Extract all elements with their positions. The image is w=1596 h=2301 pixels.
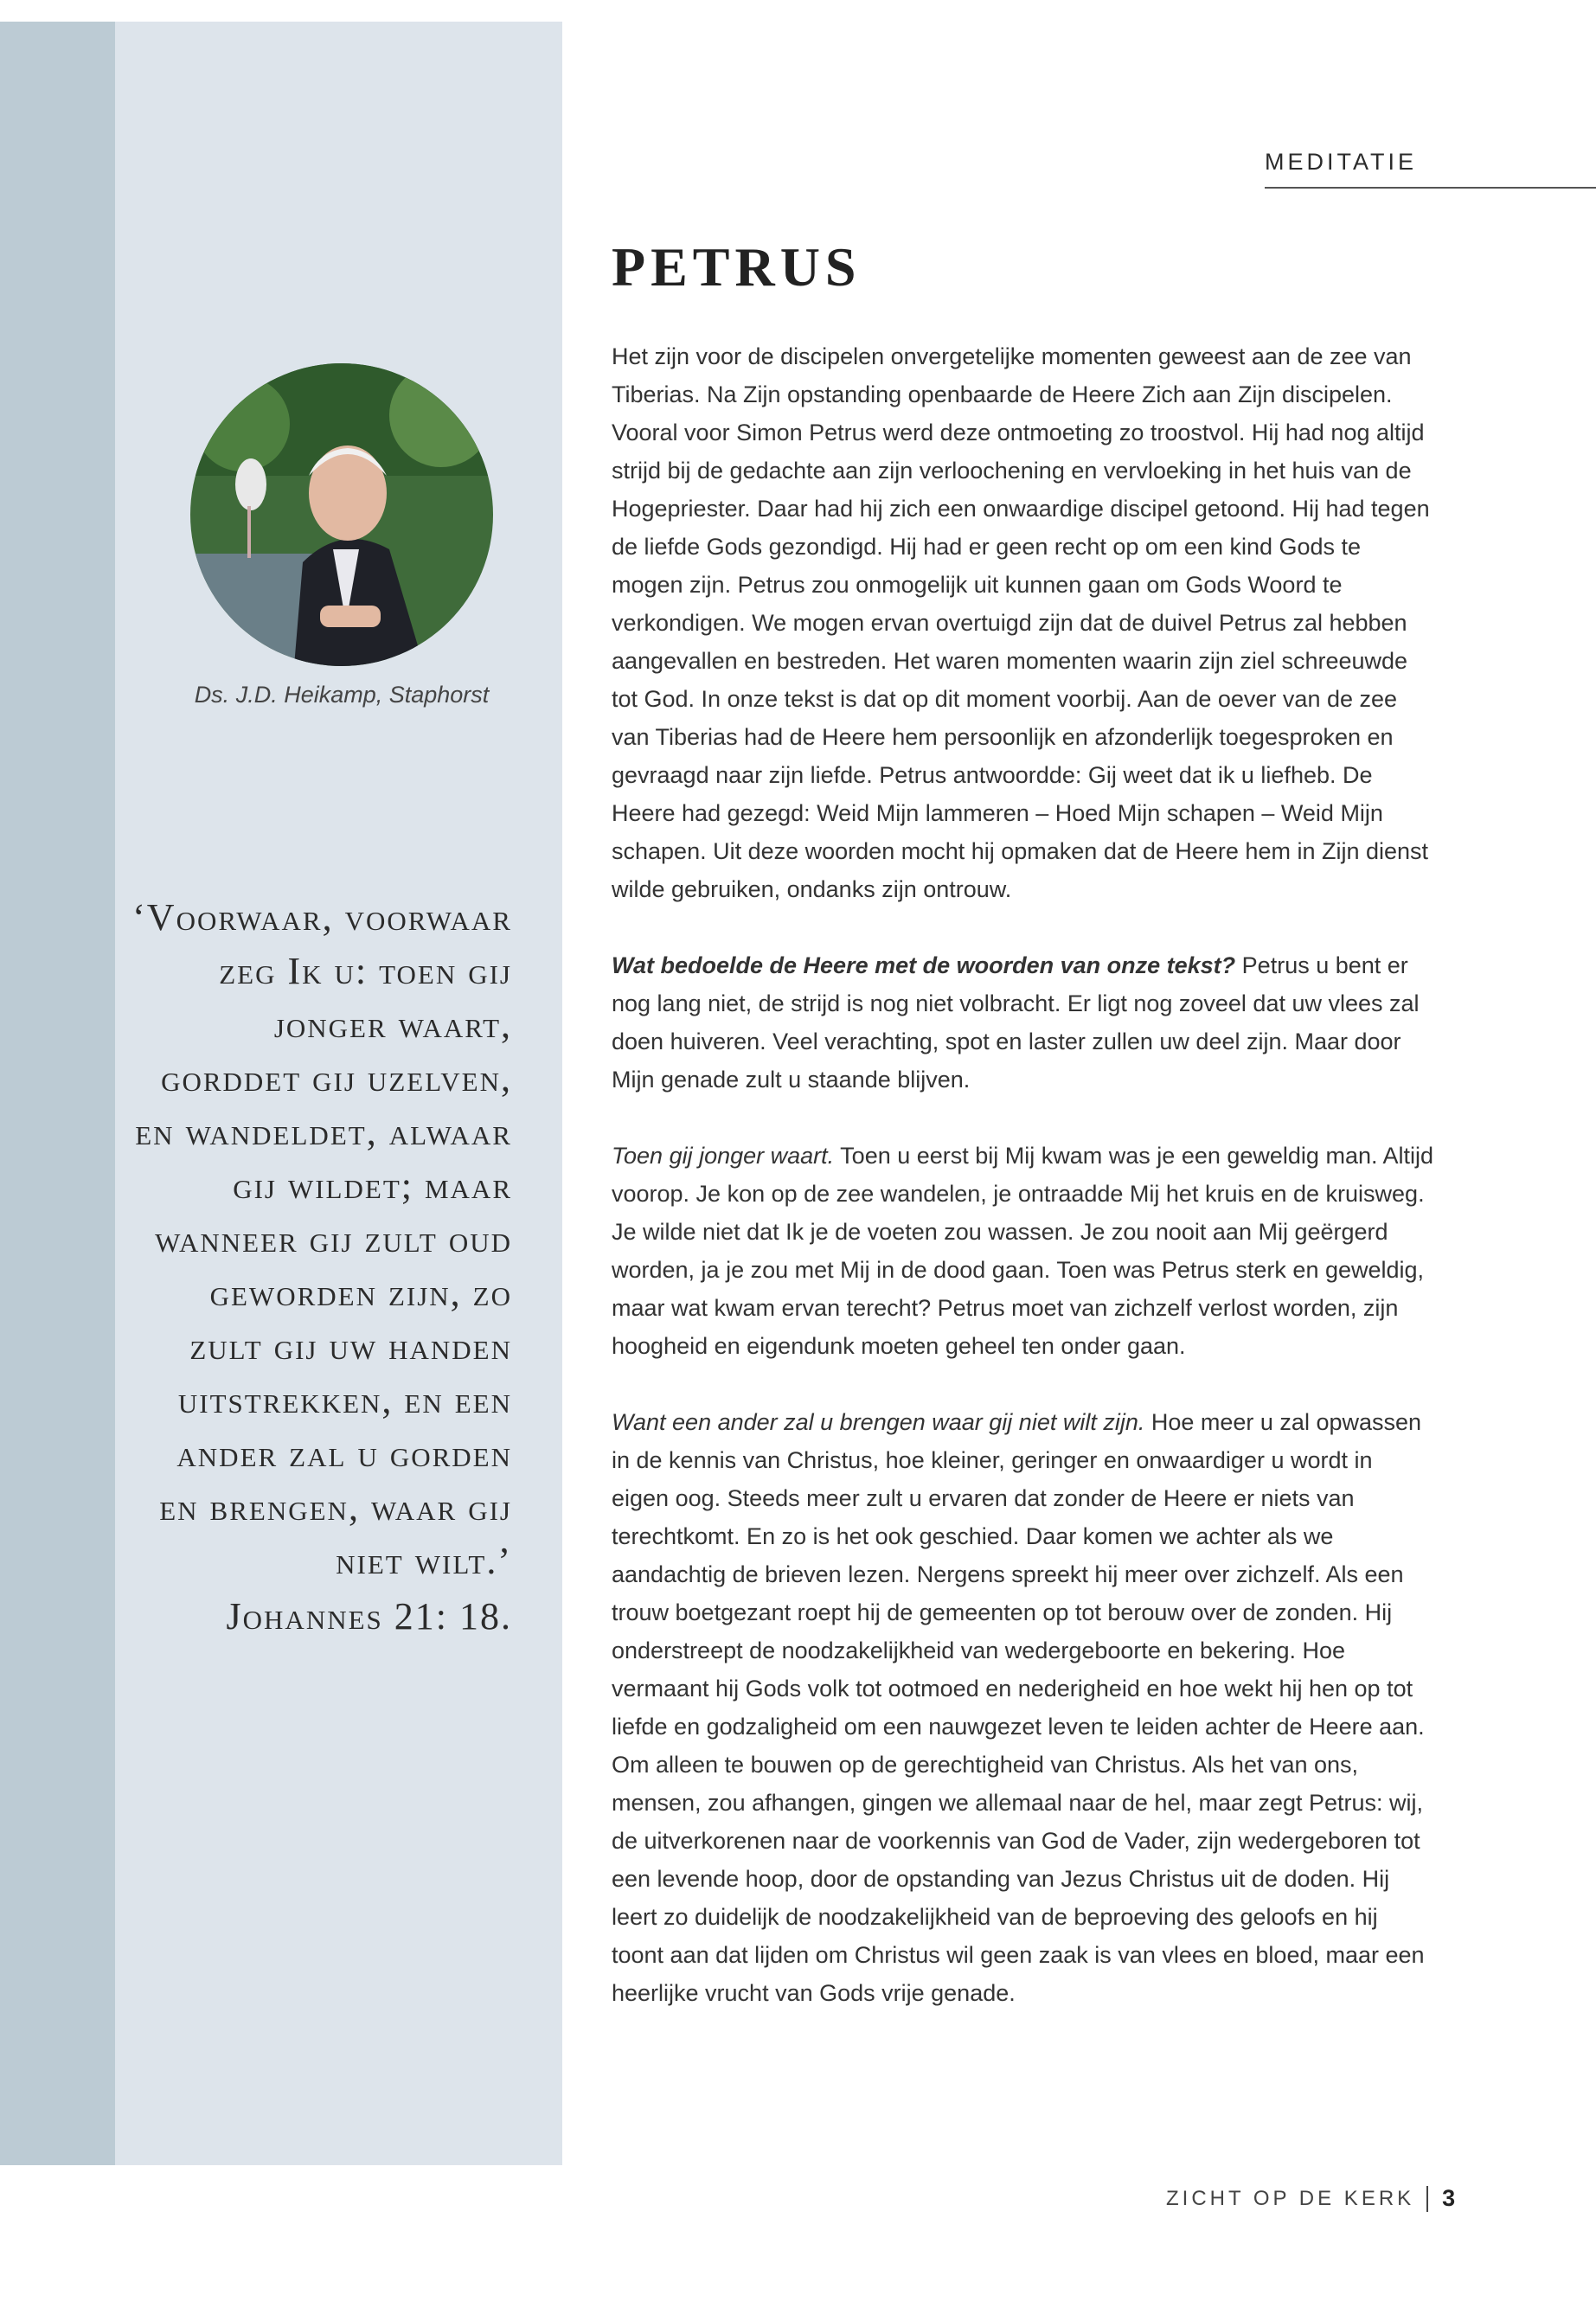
pull-quote-reference: Johannes 21: 18.: [226, 1595, 512, 1638]
article-body: [612, 337, 1433, 2012]
article-title: PETRUS: [612, 236, 862, 298]
page-footer: [1166, 2185, 1455, 2212]
author-portrait: [190, 363, 493, 666]
paragraph: [612, 1403, 1433, 2012]
sidebar-stripe-dark: [0, 22, 115, 2165]
paragraph-text: Toen u eerst bij Mij kwam was je een geweldig man. Altijd voorop. Je kon op de zee wandelen, je ontraadde Mij het kruis en de kruisweg. Je wilde niet dat Ik je de voeten zou wassen. Je zou nooit aan Mij geërgerd worden, ja je zou met Mij in de dood gaan. Toen was Petrus sterk en geweldig, maar wat kwam ervan terecht? Petrus moet van zichzelf verlost worden, zijn hoogheid en eigendunk moeten geheel ten onder gaan.: [612, 1143, 1434, 1359]
magazine-name: ZICHT OP DE KERK: [1166, 2186, 1415, 2210]
paragraph: [612, 337, 1433, 908]
section-rule: [1265, 187, 1596, 189]
paragraph: [612, 946, 1433, 1099]
section-label: MEDITATIE: [1265, 149, 1417, 175]
pull-quote: [130, 891, 512, 1644]
footer-divider: [1426, 2186, 1428, 2212]
paragraph-lead: Wat bedoelde de Heere met de woorden van onze tekst?: [612, 952, 1236, 978]
paragraph-text: Petrus u bent er nog lang niet, de strijd is nog niet volbracht. Er ligt nog zoveel dat uw vlees zal doen huiveren. Veel verachting, spot en laster zullen uw deel zijn. Maar door Mijn genade zult u staande blijven.: [612, 952, 1420, 1093]
pull-quote-text: ‘Voorwaar, voorwaar zeg Ik u: toen gij jonger waart, gorddet gij uzelven, en wandeldet, alwaar gij wildet; maar wanneer gij zult oud geworden zijn, zo zult gij uw handen uitstrekken, en een ander zal u gorden en brengen, waar gij niet wilt.’: [132, 896, 512, 1582]
paragraph-lead: Toen gij jonger waart.: [612, 1143, 835, 1169]
paragraph-lead: Want een ander zal u brengen waar gij niet wilt zijn.: [612, 1409, 1145, 1435]
author-caption: Ds. J.D. Heikamp, Staphorst: [194, 682, 490, 708]
paragraph-text: Het zijn voor de discipelen onvergetelijke momenten geweest aan de zee van Tiberias. Na Zijn opstanding openbaarde de Heere Zich aan Zijn discipelen. Vooral voor Simon Petrus werd deze ontmoeting zo troostvol. Hij had nog altijd strijd bij de gedachte aan zijn verloochening en vervloeking in het huis van de Hogepriester. Daar had hij zich een onwaardige discipel getoond. Hij had tegen de liefde Gods gezondigd. Hij had er geen recht op om een kind Gods te mogen zijn. Petrus zou onmogelijk uit kunnen gaan om Gods Woord te verkondigen. We mogen ervan overtuigd zijn dat de duivel Petrus zal hebben aangevallen en bestreden. Het waren momenten waarin zijn ziel schreeuwde tot God. In onze tekst is dat op dit moment voorbij. Aan de oever van de zee van Tiberias had de Heere hem persoonlijk en afzonderlijk toegesproken en gevraagd naar zijn liefde. Petrus antwoordde: Gij weet dat ik u liefheb. De Heere had gezegd: Weid Mijn lammeren – Hoed Mijn schapen – Weid Mijn schapen. Uit deze woorden mocht hij opmaken dat de Heere hem in Zijn dienst wilde gebruiken, ondanks zijn ontrouw.: [612, 343, 1430, 902]
paragraph-text: Hoe meer u zal opwassen in de kennis van Christus, hoe kleiner, geringer en onwaardiger u wordt in eigen oog. Steeds meer zult u ervaren dat zonder de Heere er niets van terechtkomt. En zo is het ook geschied. Daar komen we achter als we aandachtig de brieven lezen. Nergens spreekt hij meer over zichzelf. Als een trouw boetgezant roept hij de gemeenten op tot berouw over de zonden. Hij onderstreept de noodzakelijkheid van wedergeboorte en bekering. Hoe vermaant hij Gods volk tot ootmoed en nederigheid en hoe wekt hij hen op tot liefde en godzaligheid om een nauwgezet leven te leiden achter de Heere aan. Om alleen te bouwen op de gerechtigheid van Christus. Als het van ons, mensen, zou afhangen, gingen we allemaal naar de hel, maar zegt Petrus: wij, de uitverkorenen naar de voorkennis van God de Vader, zijn wedergeboren tot een levende hoop, door de opstanding van Jezus Christus uit de doden. Hij leert zo duidelijk de noodzakelijkheid van de beproeving des geloofs en hij toont aan dat lijden om Christus wil geen zaak is van vlees en bloed, maar een heerlijke vrucht van Gods vrije genade.: [612, 1409, 1425, 2006]
paragraph: [612, 1137, 1433, 1365]
page-number: 3: [1442, 2185, 1456, 2211]
